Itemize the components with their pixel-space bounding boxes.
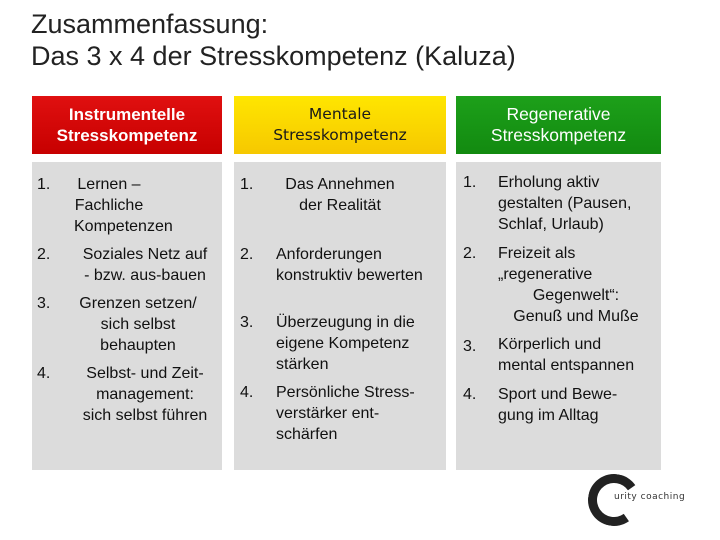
item-text <box>74 293 202 356</box>
header-instrumentelle <box>32 96 222 154</box>
item-line: Schlaf, Urlaub) <box>498 216 604 233</box>
header-instrumentelle-line-1: Instrumentelle <box>68 105 186 124</box>
column-regenerative <box>456 162 661 470</box>
column-instrumentelle <box>32 162 222 470</box>
item-line: Persönliche Stress- <box>276 384 415 401</box>
header-mentale <box>234 96 446 154</box>
item-line: eigene Kompetenz <box>276 335 410 352</box>
item-line: mental entspannen <box>498 357 635 374</box>
item-number: 2. <box>37 246 51 263</box>
item-line: Erholung aktiv <box>498 174 600 191</box>
item-text <box>276 382 441 445</box>
item-number: 2. <box>463 245 477 262</box>
header-mentale-line-1: Mentale <box>308 105 372 123</box>
item-line: verstärker ent- <box>276 405 380 422</box>
item-line: Sport und Bewe- <box>498 386 618 403</box>
item-number: 3. <box>463 338 477 355</box>
item-line: sich selbst <box>100 316 176 333</box>
item-line: Überzeugung in die <box>276 314 415 331</box>
slide-title-line-2: Das 3 x 4 der Stresskompetenz (Kaluza) <box>31 41 516 71</box>
item-line: behaupten <box>100 337 176 354</box>
header-instrumentelle-line-2: Stresskompetenz <box>56 126 198 145</box>
item-line: management: <box>96 386 194 403</box>
item-text <box>498 334 658 376</box>
item-number: 1. <box>37 176 51 193</box>
slide-title <box>31 8 691 72</box>
item-line: Kompetenzen <box>74 218 173 235</box>
item-number: 2. <box>240 246 254 263</box>
company-logo <box>588 468 700 530</box>
header-regenerative-line-1: Regenerative <box>506 104 611 124</box>
item-text <box>498 384 654 426</box>
item-text <box>276 312 438 375</box>
item-line: schärfen <box>276 426 338 443</box>
item-number: 1. <box>240 176 254 193</box>
item-line: Lernen – <box>77 176 141 193</box>
item-number: 3. <box>240 314 254 331</box>
item-line: Anforderungen <box>276 246 382 263</box>
header-regenerative-line-2: Stresskompetenz <box>490 125 627 145</box>
item-line: sich selbst führen <box>82 407 208 424</box>
logo-wordmark: urity coaching <box>614 492 686 502</box>
item-line: „regenerative <box>498 266 593 283</box>
item-line: Körperlich und <box>498 336 602 353</box>
item-text <box>276 244 446 286</box>
item-line: der Realität <box>299 197 381 214</box>
item-line: Das Annehmen <box>285 176 395 193</box>
item-line: Grenzen setzen/ <box>79 295 197 312</box>
item-number: 1. <box>463 174 477 191</box>
column-mentale <box>234 162 446 470</box>
item-number: 3. <box>37 295 51 312</box>
item-number: 4. <box>37 365 51 382</box>
item-line: Soziales Netz auf <box>82 246 208 263</box>
slide-title-line-1: Zusammenfassung: <box>31 9 269 39</box>
header-regenerative <box>456 96 661 154</box>
item-text <box>74 174 173 237</box>
item-line: - bzw. aus-bauen <box>84 267 206 284</box>
item-line: Fachliche <box>74 197 144 214</box>
item-text <box>74 363 216 426</box>
item-line: Selbst- und Zeit- <box>86 365 204 382</box>
item-text <box>498 172 654 235</box>
item-text <box>498 243 654 327</box>
item-line: konstruktiv bewerten <box>276 267 423 284</box>
item-number: 4. <box>240 384 254 401</box>
item-line: gung im Alltag <box>498 407 599 424</box>
item-line: Genuß und Muße <box>513 308 639 325</box>
item-text <box>74 244 216 286</box>
item-line: stärken <box>276 356 329 373</box>
item-text <box>276 174 404 216</box>
item-line: Gegenwelt“: <box>532 287 620 304</box>
item-line: gestalten (Pausen, <box>498 195 632 212</box>
header-mentale-line-2: Stresskompetenz <box>273 126 407 144</box>
item-number: 4. <box>463 386 477 403</box>
item-line: Freizeit als <box>498 245 576 262</box>
